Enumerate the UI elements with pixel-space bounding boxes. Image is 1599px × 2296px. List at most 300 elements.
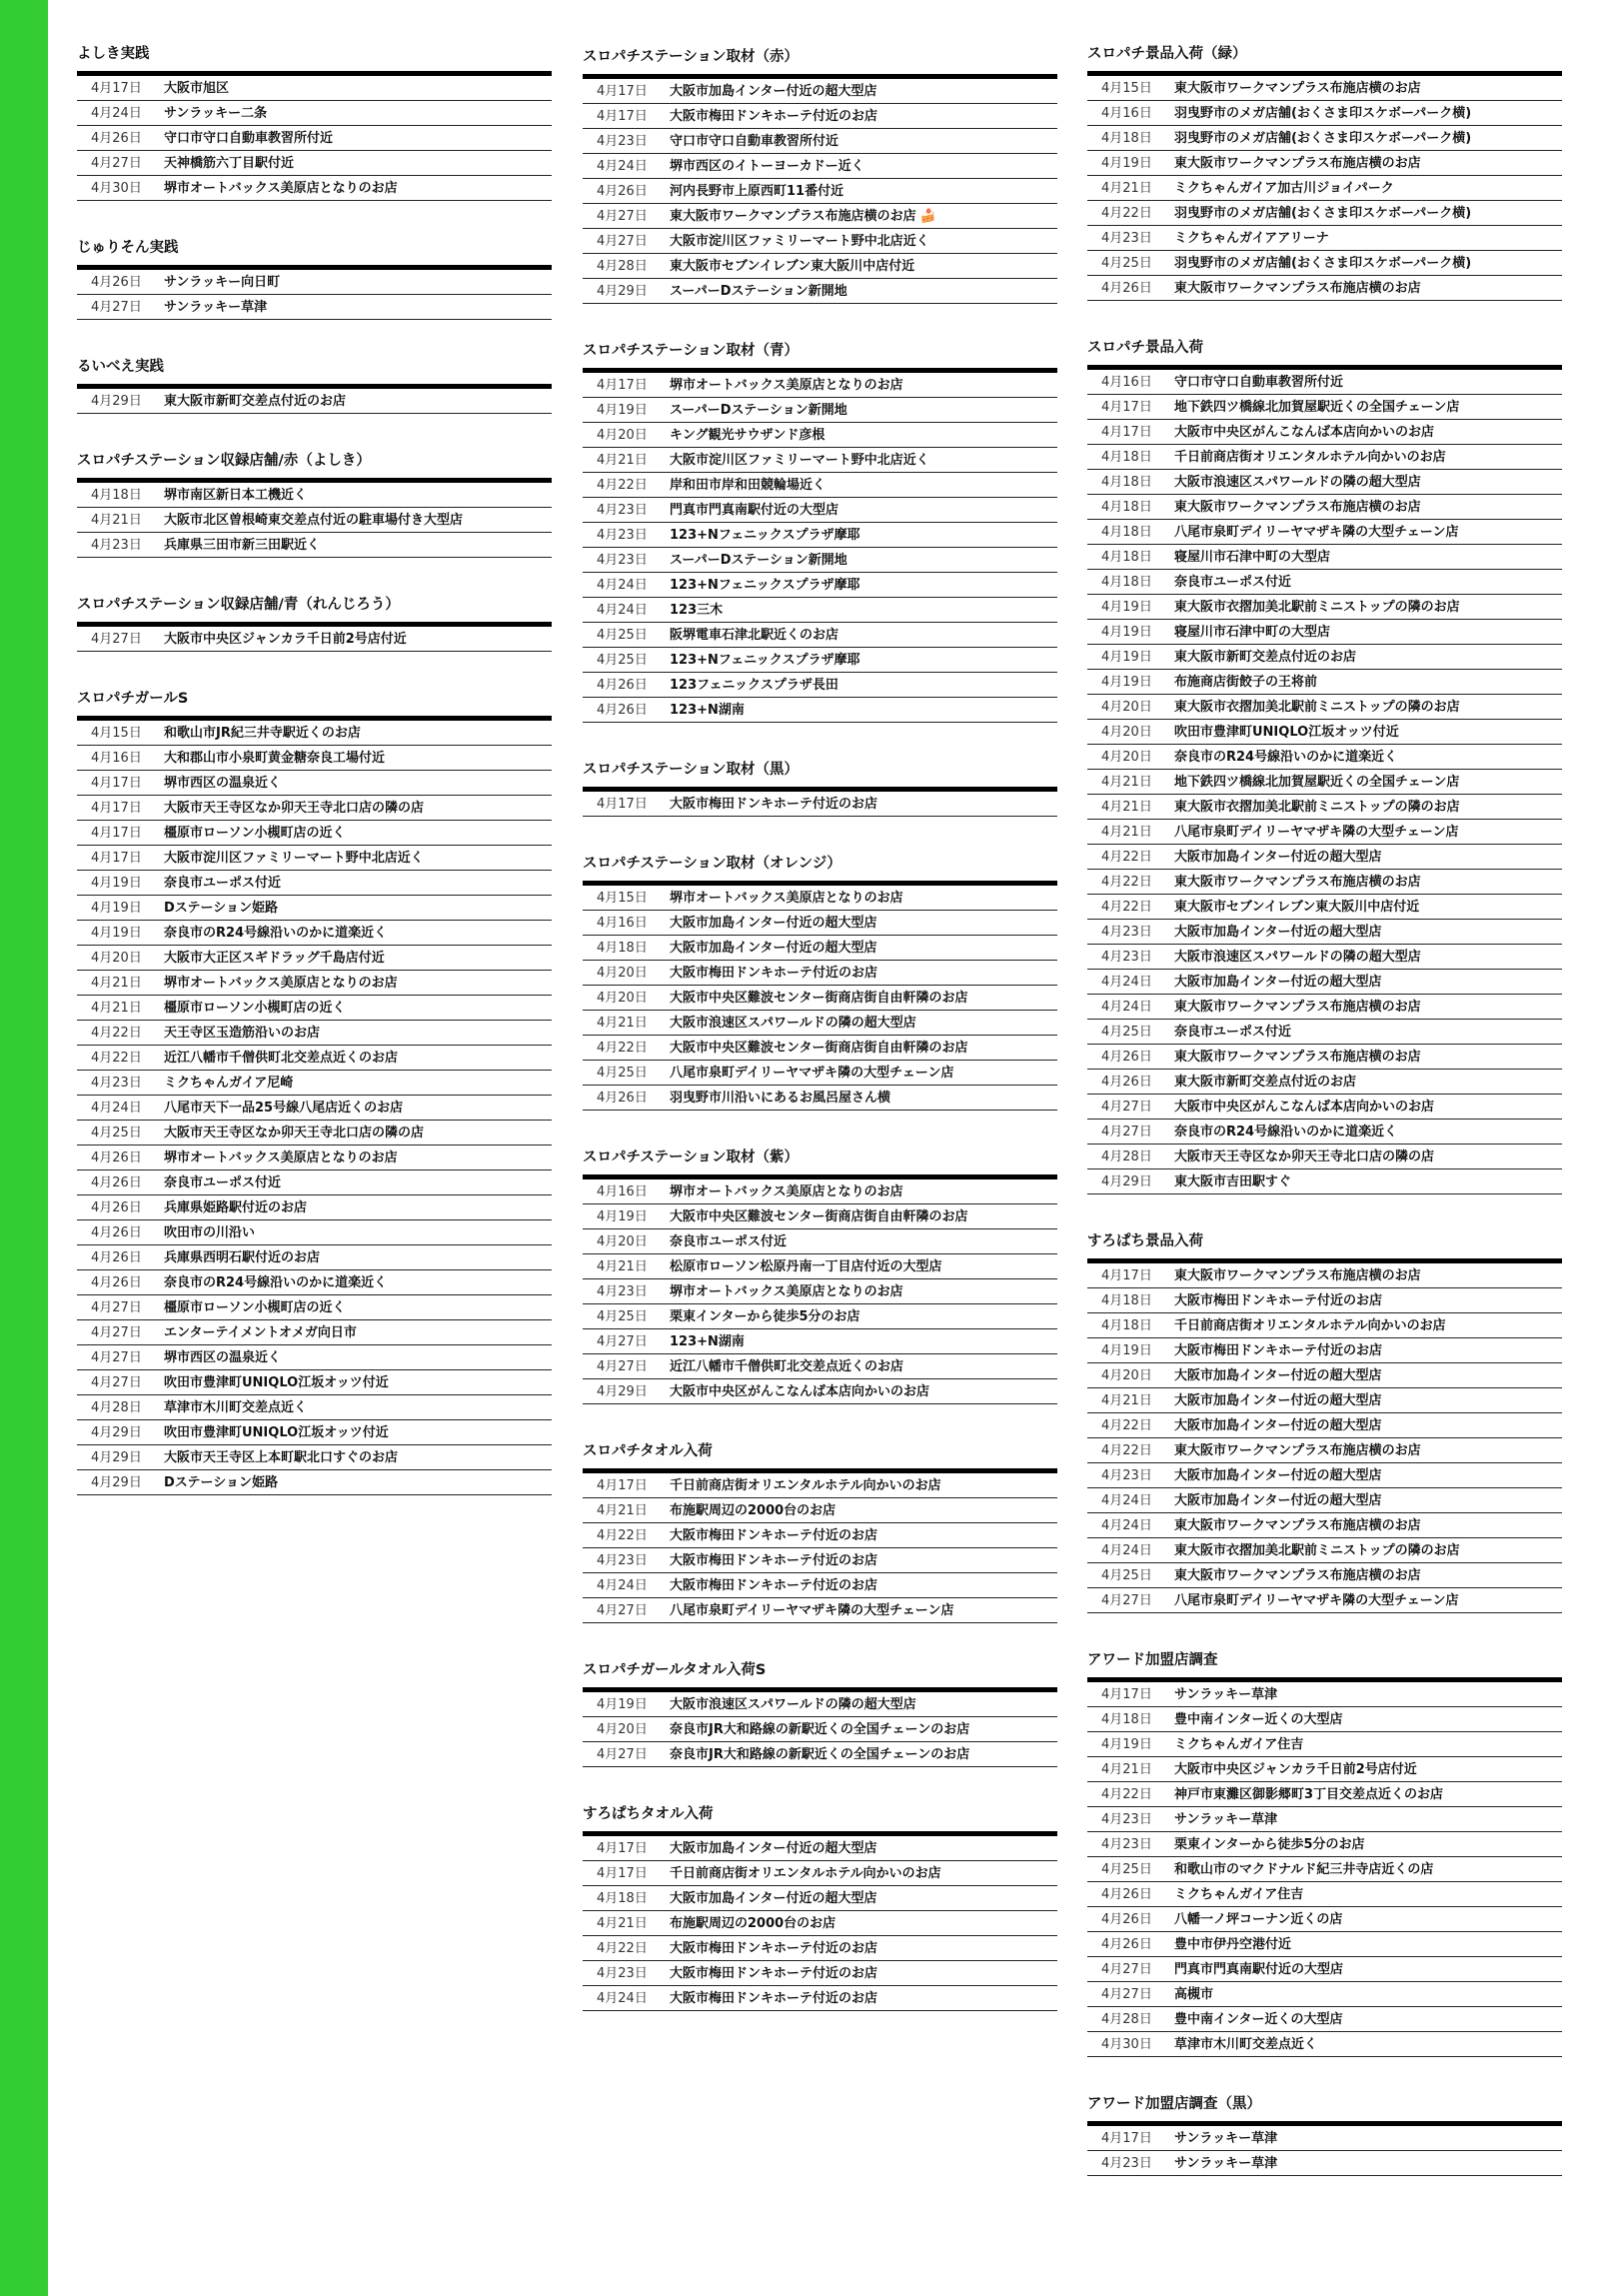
row-place-wrap — [1174, 920, 1562, 944]
row-place-wrap — [164, 771, 552, 795]
schedule-row — [1087, 1832, 1562, 1857]
row-date: 4月18日 — [91, 488, 142, 503]
schedule-row — [1087, 745, 1562, 770]
row-place: 守口市守口自動車教習所付近 — [670, 134, 839, 149]
schedule-section — [583, 1802, 1057, 2011]
schedule-row — [77, 1170, 552, 1195]
row-place-wrap — [1174, 1288, 1562, 1312]
row-date: 4月28日 — [1101, 1149, 1152, 1164]
schedule-row — [583, 548, 1057, 573]
row-date: 4月26日 — [597, 184, 648, 199]
row-place: 東大阪市ワークマンプラス布施店横のお店 — [1174, 500, 1421, 515]
row-date: 4月27日 — [91, 1325, 142, 1340]
schedule-row — [1087, 695, 1562, 720]
row-date: 4月19日 — [91, 901, 142, 916]
row-place-wrap — [164, 126, 552, 150]
schedule-row — [583, 698, 1057, 723]
row-place: 岸和田市岸和田競輪場近く — [670, 478, 826, 493]
row-place: 大阪市加島インター付近の超大型店 — [1174, 925, 1382, 940]
schedule-row — [583, 523, 1057, 548]
row-place-wrap — [670, 698, 1057, 722]
row-place-wrap — [164, 151, 552, 175]
row-place: 羽曳野市のメガ店舗(おくさま印スケボーパーク横) — [1174, 256, 1472, 271]
row-place: 大阪市梅田ドンキホーテ付近のお店 — [670, 1966, 878, 1981]
schedule-row — [77, 721, 552, 746]
row-date: 4月26日 — [1101, 1075, 1152, 1090]
row-date: 4月25日 — [1101, 1025, 1152, 1040]
section-title: スロパチ景品入荷（緑） — [1087, 46, 1247, 62]
schedule-section — [583, 758, 1057, 817]
row-place-wrap — [1174, 395, 1562, 419]
row-date: 4月26日 — [1101, 1050, 1152, 1065]
row-place: 堺市西区のイトーヨーカドー近く — [670, 159, 864, 174]
row-date: 4月26日 — [1101, 1887, 1152, 1902]
row-place: サンラッキー草津 — [164, 300, 268, 315]
schedule-row — [1087, 895, 1562, 920]
schedule-row — [583, 1936, 1057, 1961]
row-place: 大阪市中央区がんこなんば本店向かいのお店 — [1174, 425, 1435, 440]
row-date: 4月26日 — [91, 1200, 142, 1215]
schedule-section — [583, 1146, 1057, 1404]
schedule-row — [1087, 1682, 1562, 1707]
schedule-row — [583, 373, 1057, 398]
row-place: 高槻市 — [1174, 1987, 1214, 2002]
row-date: 4月24日 — [597, 603, 648, 618]
schedule-row — [583, 1011, 1057, 1036]
row-date: 4月23日 — [597, 553, 648, 568]
schedule-row — [1087, 1020, 1562, 1045]
row-date: 4月24日 — [1101, 1543, 1152, 1558]
row-date: 4月26日 — [597, 703, 648, 718]
row-place-wrap — [164, 1046, 552, 1070]
row-date: 4月25日 — [1101, 1862, 1152, 1877]
row-date: 4月25日 — [597, 1309, 648, 1324]
row-date: 4月23日 — [1101, 231, 1152, 246]
row-place: キング観光サウザンド彦根 — [670, 428, 825, 443]
row-place-wrap — [1174, 1070, 1562, 1094]
row-place-wrap — [1174, 545, 1562, 569]
row-place: 草津市木川町交差点近く — [1174, 2037, 1318, 2052]
row-date: 4月24日 — [1101, 1518, 1152, 1533]
schedule-row — [1087, 620, 1562, 645]
schedule-row — [77, 483, 552, 508]
row-place: 寝屋川市石津中町の大型店 — [1174, 550, 1331, 565]
row-date: 4月22日 — [1101, 1787, 1152, 1802]
row-place-wrap — [164, 1071, 552, 1095]
row-place: 東大阪市ワークマンプラス布施店横のお店 — [1174, 875, 1421, 890]
row-date: 4月30日 — [91, 181, 142, 196]
row-date: 4月26日 — [91, 131, 142, 146]
row-place-wrap — [670, 961, 1057, 985]
schedule-row — [1087, 1288, 1562, 1313]
schedule-row — [583, 986, 1057, 1011]
row-place: 門真市門真南駅付近の大型店 — [670, 503, 839, 518]
row-date: 4月18日 — [1101, 525, 1152, 540]
schedule-row — [1087, 1588, 1562, 1613]
row-place-wrap — [670, 1086, 1057, 1110]
schedule-row — [77, 1245, 552, 1270]
schedule-column-2 — [583, 45, 1057, 2046]
row-place-wrap — [164, 389, 552, 413]
row-place: 東大阪市衣摺加美北駅前ミニストップの隣のお店 — [1174, 1543, 1460, 1558]
row-place: 堺市西区の温泉近く — [164, 1350, 282, 1365]
row-place-wrap — [670, 498, 1057, 522]
row-date: 4月20日 — [1101, 700, 1152, 715]
row-place-wrap — [164, 946, 552, 970]
row-place-wrap — [1174, 1388, 1562, 1412]
row-place: 阪堺電車石津北駅近くのお店 — [670, 628, 839, 643]
schedule-row — [583, 1886, 1057, 1911]
row-place: 千日前商店街オリエンタルホテル向かいのお店 — [1174, 1318, 1446, 1333]
row-place: 123+N湖南 — [670, 1334, 745, 1349]
row-place: スーパーDステーション新開地 — [670, 553, 847, 568]
schedule-row — [583, 1498, 1057, 1523]
row-place-wrap — [164, 1270, 552, 1294]
section-title: スロパチステーション収録店舗/青（れんじろう） — [77, 597, 400, 613]
row-place-wrap — [670, 1354, 1057, 1378]
schedule-row — [1087, 1388, 1562, 1413]
row-place: 東大阪市ワークマンプラス布施店横のお店 — [670, 209, 916, 224]
schedule-row — [1087, 201, 1562, 226]
row-place-wrap — [1174, 695, 1562, 719]
row-place: 大阪市中央区難波センター街商店街自由軒隣のお店 — [670, 1209, 968, 1224]
row-place: 大阪市中央区難波センター街商店街自由軒隣のお店 — [670, 1041, 968, 1056]
schedule-row — [583, 204, 1057, 229]
row-place-wrap — [164, 1470, 552, 1494]
row-place: 布施駅周辺の2000台のお店 — [670, 1916, 836, 1931]
row-place-wrap — [164, 896, 552, 920]
row-place: 八尾市泉町デイリーヤマザキ隣の大型チェーン店 — [1174, 525, 1459, 540]
schedule-row — [1087, 395, 1562, 420]
row-date: 4月21日 — [1101, 775, 1152, 790]
row-date: 4月17日 — [597, 84, 648, 99]
row-place-wrap — [670, 623, 1057, 647]
row-place: ミクちゃんガイア尼崎 — [164, 1076, 294, 1091]
row-place-wrap — [1174, 770, 1562, 794]
row-date: 4月27日 — [91, 632, 142, 647]
schedule-row — [583, 1742, 1057, 1767]
row-place: スーパーDステーション新開地 — [670, 284, 847, 299]
row-date: 4月18日 — [1101, 450, 1152, 465]
row-place: 奈良市ユーポス付近 — [1174, 1025, 1292, 1040]
schedule-row — [583, 911, 1057, 936]
row-date: 4月15日 — [1101, 81, 1152, 96]
schedule-row — [77, 971, 552, 996]
row-date: 4月21日 — [1101, 800, 1152, 815]
row-place-wrap — [1174, 845, 1562, 869]
schedule-row — [1087, 370, 1562, 395]
schedule-row — [1087, 1338, 1562, 1363]
row-place: 堺市西区の温泉近く — [164, 776, 282, 791]
section-title: じゅりそん実践 — [77, 240, 179, 256]
row-place-wrap — [1174, 1932, 1562, 1956]
row-place: 奈良市ユーポス付近 — [164, 1175, 282, 1190]
schedule-row — [77, 76, 552, 101]
row-place-wrap — [1174, 745, 1562, 769]
row-place-wrap — [1174, 226, 1562, 250]
schedule-row — [77, 1195, 552, 1220]
row-date: 4月27日 — [91, 300, 142, 315]
row-place-wrap — [1174, 1145, 1562, 1168]
row-place-wrap — [1174, 1707, 1562, 1731]
row-place: 布施駅周辺の2000台のお店 — [670, 1503, 836, 1518]
row-place: 和歌山市のマクドナルド紀三井寺店近くの店 — [1174, 1862, 1434, 1877]
row-place-wrap — [164, 1295, 552, 1319]
schedule-row — [583, 1861, 1057, 1886]
row-place-wrap — [670, 1573, 1057, 1597]
row-place: 堺市オートバックス美原店となりのお店 — [164, 181, 398, 196]
section-title: スロパチステーション取材（青） — [583, 343, 800, 359]
schedule-row — [77, 176, 552, 201]
row-date: 4月26日 — [91, 1275, 142, 1290]
row-place: 東大阪市ワークマンプラス布施店横のお店 — [1174, 156, 1421, 171]
schedule-row — [583, 1379, 1057, 1404]
row-place-wrap — [1174, 201, 1562, 225]
schedule-section — [1087, 1648, 1562, 2057]
row-place: 千日前商店街オリエンタルホテル向かいのお店 — [670, 1478, 941, 1493]
row-date: 4月22日 — [91, 1051, 142, 1066]
row-place: 豊中南インター近くの大型店 — [1174, 2012, 1343, 2027]
row-place-wrap — [1174, 1463, 1562, 1487]
row-place: 松原市ローソン松原丹南一丁目店付近の大型店 — [670, 1259, 942, 1274]
row-place: 123+Nフェニックスプラザ摩耶 — [670, 578, 860, 593]
row-place: 天王寺区玉造筋沿いのお店 — [164, 1026, 321, 1041]
row-place-wrap — [670, 886, 1057, 910]
row-place-wrap — [670, 1254, 1057, 1278]
schedule-row — [1087, 470, 1562, 495]
row-place: 堺市オートバックス美原店となりのお店 — [670, 378, 903, 393]
row-place: 大阪市梅田ドンキホーテ付近のお店 — [670, 1991, 878, 2006]
schedule-row — [1087, 1120, 1562, 1145]
row-place-wrap — [1174, 670, 1562, 694]
row-place: 栗東インターから徒歩5分のお店 — [670, 1309, 860, 1324]
row-place: 豊中南インター近くの大型店 — [1174, 1712, 1343, 1727]
row-date: 4月18日 — [1101, 1318, 1152, 1333]
row-place-wrap — [1174, 970, 1562, 994]
row-place: 東大阪市新町交差点付近のお店 — [1174, 1075, 1357, 1090]
row-date: 4月25日 — [1101, 1568, 1152, 1583]
schedule-row — [1087, 820, 1562, 845]
row-place: 八尾市泉町デイリーヤマザキ隣の大型チェーン店 — [670, 1603, 954, 1618]
row-place-wrap — [164, 270, 552, 294]
schedule-row — [1087, 920, 1562, 945]
schedule-row — [1087, 1757, 1562, 1782]
row-place: 大阪市加島インター付近の超大型店 — [670, 941, 877, 956]
row-place-wrap — [1174, 445, 1562, 469]
schedule-row — [583, 154, 1057, 179]
row-date: 4月18日 — [1101, 575, 1152, 590]
row-date: 4月22日 — [597, 1041, 648, 1056]
row-place: 羽曳野市のメガ店舗(おくさま印スケボーパーク横) — [1174, 206, 1472, 221]
row-date: 4月19日 — [91, 876, 142, 891]
row-place-wrap — [1174, 251, 1562, 275]
schedule-row — [583, 229, 1057, 254]
row-place: 東大阪市ワークマンプラス布施店横のお店 — [1174, 1268, 1421, 1283]
row-date: 4月19日 — [1101, 1737, 1152, 1752]
row-place-wrap — [1174, 1757, 1562, 1781]
row-place: 橿原市ローソン小槻町店の近く — [164, 1001, 346, 1016]
row-place-wrap — [670, 1036, 1057, 1060]
row-date: 4月17日 — [91, 826, 142, 841]
section-title: スロパチガールタオル入荷S — [583, 1662, 767, 1678]
row-place-wrap — [670, 1304, 1057, 1328]
row-place: 奈良市JR大和路線の新駅近くの全国チェーンのお店 — [670, 1722, 970, 1737]
schedule-row — [1087, 126, 1562, 151]
row-date: 4月22日 — [1101, 1418, 1152, 1433]
row-date: 4月26日 — [91, 1225, 142, 1240]
schedule-column-3 — [1087, 42, 1562, 2211]
row-date: 4月27日 — [597, 1747, 648, 1762]
row-date: 4月22日 — [597, 478, 648, 493]
section-title: よしき実践 — [77, 46, 150, 62]
row-place-wrap — [164, 721, 552, 745]
row-place: 大阪市加島インター付近の超大型店 — [670, 1891, 877, 1906]
row-place-wrap — [670, 79, 1057, 103]
row-date: 4月20日 — [1101, 725, 1152, 740]
row-date: 4月19日 — [1101, 600, 1152, 615]
row-place-wrap — [164, 846, 552, 870]
row-place: サンラッキー草津 — [1174, 2156, 1278, 2171]
row-date: 4月26日 — [597, 678, 648, 693]
row-place-wrap — [164, 1320, 552, 1344]
schedule-row — [1087, 1145, 1562, 1169]
section-title: スロパチタオル入荷 — [583, 1443, 713, 1459]
row-place-wrap — [670, 673, 1057, 697]
row-date: 4月18日 — [1101, 550, 1152, 565]
row-date: 4月29日 — [91, 1425, 142, 1440]
section-title: るいべえ実践 — [77, 359, 164, 375]
row-date: 4月17日 — [1101, 2131, 1152, 2146]
row-place: ミクちゃんガイアアリーナ — [1174, 231, 1329, 246]
schedule-row — [1087, 495, 1562, 520]
row-place-wrap — [1174, 1907, 1562, 1931]
schedule-row — [77, 270, 552, 295]
row-place: 大阪市梅田ドンキホーテ付近のお店 — [670, 1941, 878, 1956]
row-date: 4月18日 — [1101, 1712, 1152, 1727]
schedule-row — [1087, 151, 1562, 176]
row-place: 大阪市加島インター付近の超大型店 — [1174, 1418, 1382, 1433]
schedule-row — [1087, 945, 1562, 970]
row-date: 4月24日 — [1101, 1493, 1152, 1508]
row-place: Dステーション姫路 — [164, 901, 279, 916]
row-place-wrap — [670, 129, 1057, 153]
row-place: サンラッキー二条 — [164, 106, 268, 121]
schedule-row — [583, 1329, 1057, 1354]
row-place: 吹田市豊津町UNIQLO江坂オッツ付近 — [164, 1375, 389, 1390]
row-date: 4月25日 — [91, 1126, 142, 1141]
schedule-section — [77, 449, 552, 558]
section-title: スロパチステーション取材（オレンジ） — [583, 856, 841, 872]
schedule-row — [583, 254, 1057, 279]
schedule-row — [77, 1021, 552, 1046]
schedule-row — [1087, 795, 1562, 820]
row-date: 4月21日 — [597, 1503, 648, 1518]
row-place-wrap — [1174, 595, 1562, 619]
row-place-wrap — [1174, 1020, 1562, 1044]
row-date: 4月22日 — [597, 1941, 648, 1956]
row-place: 東大阪市衣摺加美北駅前ミニストップの隣のお店 — [1174, 800, 1460, 815]
row-date: 4月23日 — [1101, 925, 1152, 940]
row-date: 4月26日 — [1101, 281, 1152, 296]
row-place: 東大阪市新町交差点付近のお店 — [1174, 650, 1357, 665]
row-place-wrap — [1174, 151, 1562, 175]
row-date: 4月17日 — [597, 1866, 648, 1881]
row-place-wrap — [164, 483, 552, 507]
row-place: 東大阪市ワークマンプラス布施店横のお店 — [1174, 1000, 1421, 1015]
row-date: 4月20日 — [597, 1722, 648, 1737]
row-place: 大阪市中央区ジャンカラ千日前2号店付近 — [164, 632, 407, 647]
row-date: 4月23日 — [597, 1553, 648, 1568]
row-place-wrap — [1174, 1513, 1562, 1537]
row-place: 大阪市浪速区スパワールドの隣の超大型店 — [1174, 475, 1421, 490]
schedule-row — [77, 1220, 552, 1245]
schedule-row — [77, 1470, 552, 1495]
row-place: 大阪市天王寺区なか卯天王寺北口店の隣の店 — [164, 1126, 425, 1141]
row-place-wrap — [1174, 1538, 1562, 1562]
row-date: 4月19日 — [597, 403, 648, 418]
row-place: 豊中市伊丹空港付近 — [1174, 1937, 1292, 1952]
schedule-row — [1087, 995, 1562, 1020]
schedule-row — [77, 1420, 552, 1445]
row-date: 4月19日 — [1101, 675, 1152, 690]
schedule-row — [77, 295, 552, 320]
section-title: すろぱちタオル入荷 — [583, 1806, 714, 1822]
row-place: 大阪市加島インター付近の超大型店 — [670, 84, 877, 99]
row-date: 4月28日 — [1101, 2012, 1152, 2027]
schedule-section — [583, 852, 1057, 1111]
schedule-row — [1087, 1907, 1562, 1932]
row-place-wrap — [670, 1523, 1057, 1547]
row-place: 大阪市浪速区スパワールドの隣の超大型店 — [1174, 950, 1421, 965]
row-date: 4月24日 — [597, 1578, 648, 1593]
row-date: 4月27日 — [91, 156, 142, 171]
row-place: 寝屋川市石津中町の大型店 — [1174, 625, 1331, 640]
row-date: 4月22日 — [597, 1528, 648, 1543]
row-place: 東大阪市ワークマンプラス布施店横のお店 — [1174, 281, 1421, 296]
row-place: 123三木 — [670, 603, 724, 618]
row-date: 4月23日 — [1101, 950, 1152, 965]
schedule-row — [583, 1036, 1057, 1061]
row-date: 4月17日 — [597, 1478, 648, 1493]
row-date: 4月17日 — [91, 801, 142, 816]
row-place-wrap — [670, 598, 1057, 622]
row-place: 大阪市中央区がんこなんば本店向かいのお店 — [670, 1384, 930, 1399]
schedule-row — [583, 1836, 1057, 1861]
schedule-row — [1087, 1807, 1562, 1832]
row-place-wrap — [164, 1245, 552, 1269]
row-date: 4月26日 — [597, 1091, 648, 1106]
row-date: 4月24日 — [597, 159, 648, 174]
row-place-wrap — [164, 101, 552, 125]
row-date: 4月27日 — [1101, 1125, 1152, 1140]
schedule-row — [1087, 1413, 1562, 1438]
schedule-row — [583, 104, 1057, 129]
row-date: 4月21日 — [597, 1259, 648, 1274]
row-place-wrap — [1174, 2151, 1562, 2175]
row-date: 4月27日 — [597, 1359, 648, 1374]
row-place: 大阪市天王寺区なか卯天王寺北口店の隣の店 — [164, 801, 425, 816]
row-place: ミクちゃんガイア住吉 — [1174, 1737, 1304, 1752]
row-place-wrap — [164, 871, 552, 895]
row-place-wrap — [1174, 1882, 1562, 1906]
row-place: 大阪市加島インター付近の超大型店 — [1174, 1468, 1382, 1483]
row-date: 4月27日 — [1101, 1962, 1152, 1977]
row-place-wrap — [164, 1121, 552, 1145]
row-place-wrap — [1174, 645, 1562, 669]
row-place: 東大阪市吉田駅すぐ — [1174, 1174, 1292, 1189]
section-title: スロパチステーション取材（黒） — [583, 762, 800, 778]
schedule-row — [1087, 1707, 1562, 1732]
